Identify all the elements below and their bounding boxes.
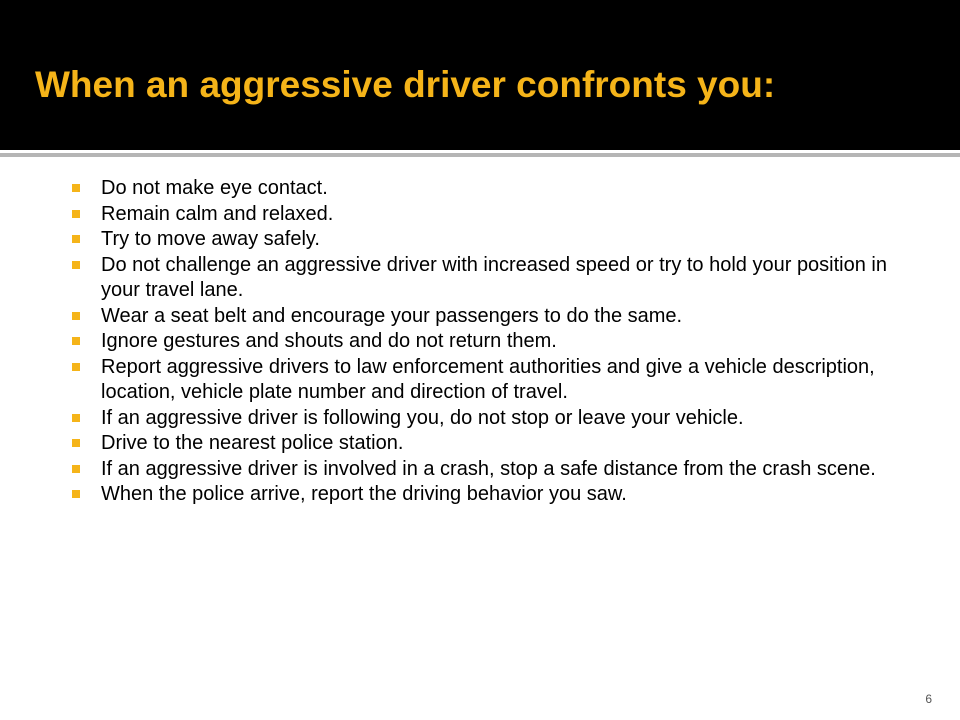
square-bullet-icon: [72, 312, 80, 320]
bullet-text: Remain calm and relaxed.: [101, 202, 334, 225]
slide-title: When an aggressive driver confronts you:: [35, 64, 776, 105]
title-bar: [0, 0, 960, 150]
square-bullet-icon: [72, 439, 80, 447]
bullet-item: [72, 355, 922, 406]
bullet-item: [72, 176, 922, 202]
square-bullet-icon: [72, 363, 80, 371]
bullet-item: [72, 253, 922, 304]
bullet-item: [72, 227, 922, 253]
bullet-item: [72, 457, 922, 483]
bullet-text: If an aggressive driver is following you, do not stop or leave your vehicle.: [101, 406, 744, 429]
bullet-item: [72, 202, 922, 228]
bullet-text: Do not make eye contact.: [101, 177, 328, 199]
bullet-text: Report aggressive drivers to law enforcement authorities and give a vehicle description, location, vehicle plate number and direction of travel.: [101, 355, 875, 403]
divider-line: [0, 153, 960, 157]
square-bullet-icon: [72, 261, 80, 269]
bullet-item: [72, 329, 922, 355]
bullet-text: Ignore gestures and shouts and do not return them.: [101, 330, 557, 352]
square-bullet-icon: [72, 465, 80, 473]
square-bullet-icon: [72, 184, 80, 192]
bullet-item: [72, 304, 922, 330]
bullet-list: [72, 176, 922, 508]
bullet-item: [72, 406, 922, 432]
square-bullet-icon: [72, 235, 80, 243]
bullet-item: [72, 431, 922, 457]
square-bullet-icon: [72, 210, 80, 218]
square-bullet-icon: [72, 414, 80, 422]
square-bullet-icon: [72, 337, 80, 345]
bullet-text: Wear a seat belt and encourage your passengers to do the same.: [101, 304, 683, 327]
bullet-text: When the police arrive, report the driving behavior you saw.: [101, 483, 627, 505]
bullet-text: Try to move away safely.: [101, 228, 320, 250]
bullet-text: Do not challenge an aggressive driver with increased speed or try to hold your position in your travel lane.: [101, 253, 887, 301]
bullet-text: Drive to the nearest police station.: [101, 432, 404, 454]
square-bullet-icon: [72, 490, 80, 498]
bullet-text: If an aggressive driver is involved in a crash, stop a safe distance from the crash scene.: [101, 457, 876, 480]
bullet-item: [72, 482, 922, 508]
page-number: 6: [925, 692, 932, 706]
